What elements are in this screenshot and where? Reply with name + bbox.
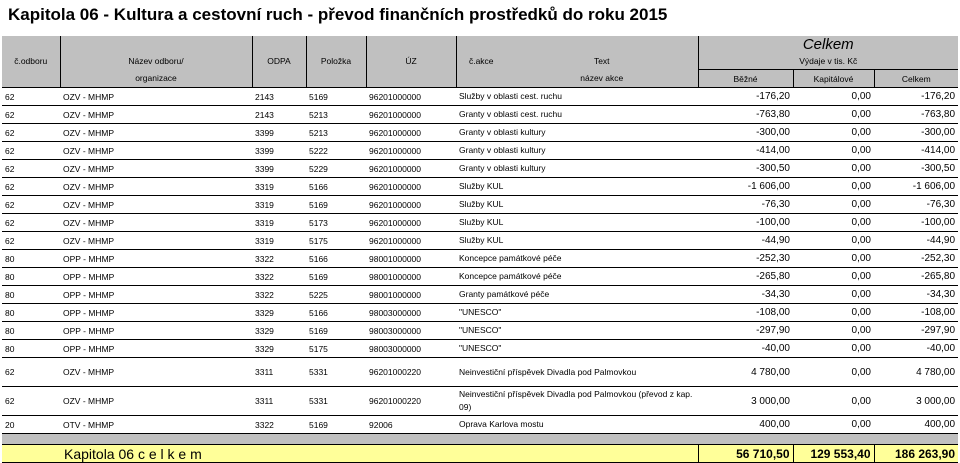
cell-polozka: 5166 [306,304,366,322]
cell-polozka: 5213 [306,124,366,142]
cell-bezne: -100,00 [698,214,793,232]
header-row-2 [2,53,958,70]
cell-odbor: 62 [2,196,60,214]
total-bezne: 56 710,50 [698,445,793,463]
header-polozka: Položka [306,53,366,70]
cell-polozka: 5173 [306,214,366,232]
cell-kapitalove: 0,00 [793,178,874,196]
cell-bezne: -34,30 [698,286,793,304]
cell-bezne: -108,00 [698,304,793,322]
cell-kapitalove: 0,00 [793,232,874,250]
cell-nazev: OPP - MHMP [60,322,252,340]
cell-nazev: OPP - MHMP [60,250,252,268]
cell-kapitalove: 0,00 [793,322,874,340]
header-akce: č.akce [456,53,506,70]
cell-polozka: 5175 [306,340,366,358]
cell-kapitalove: 0,00 [793,196,874,214]
cell-odpa: 3319 [252,178,306,196]
cell-odpa: 3322 [252,250,306,268]
header-uz: ÚZ [366,53,456,70]
cell-kapitalove: 0,00 [793,160,874,178]
header-vydaje: Výdaje v tis. Kč [698,53,958,70]
cell-uz: 98001000000 [366,250,456,268]
cell-text: Granty v oblasti kultury [456,142,698,160]
cell-odpa: 3319 [252,232,306,250]
cell-celkem: -300,00 [874,124,958,142]
budget-table [2,36,958,463]
cell-text: Oprava Karlova mostu [456,416,698,434]
cell-kapitalove: 0,00 [793,340,874,358]
cell-bezne: 400,00 [698,416,793,434]
header-row-3 [2,70,958,88]
cell-odpa: 3399 [252,142,306,160]
cell-odpa: 3329 [252,340,306,358]
cell-polozka: 5169 [306,322,366,340]
cell-celkem: -40,00 [874,340,958,358]
cell-uz: 96201000000 [366,232,456,250]
cell-kapitalove: 0,00 [793,250,874,268]
cell-bezne: -265,80 [698,268,793,286]
cell-polozka: 5331 [306,358,366,387]
cell-polozka: 5169 [306,196,366,214]
cell-polozka: 5166 [306,178,366,196]
cell-uz: 98003000000 [366,340,456,358]
cell-text: Granty v oblasti kultury [456,124,698,142]
cell-polozka: 5169 [306,88,366,106]
table-row [2,340,958,358]
cell-uz: 96201000000 [366,124,456,142]
table-row [2,322,958,340]
cell-celkem: -1 606,00 [874,178,958,196]
cell-celkem: -44,90 [874,232,958,250]
cell-nazev: OZV - MHMP [60,160,252,178]
header-odpa: ODPA [252,53,306,70]
cell-celkem: -414,00 [874,142,958,160]
cell-odpa: 2143 [252,88,306,106]
cell-text: Služby KUL [456,214,698,232]
cell-celkem: -34,30 [874,286,958,304]
cell-text: Koncepce památkové péče [456,250,698,268]
cell-uz: 98003000000 [366,304,456,322]
cell-bezne: -297,90 [698,322,793,340]
cell-uz: 96201000000 [366,160,456,178]
total-row [2,445,958,463]
cell-text: Neinvestiční příspěvek Divadla pod Palmovkou [456,358,698,387]
table-row [2,358,958,387]
cell-uz: 96201000000 [366,196,456,214]
cell-odbor: 80 [2,304,60,322]
cell-nazev: OPP - MHMP [60,286,252,304]
cell-nazev: OZV - MHMP [60,196,252,214]
cell-nazev: OZV - MHMP [60,124,252,142]
cell-kapitalove: 0,00 [793,124,874,142]
cell-bezne: 4 780,00 [698,358,793,387]
cell-polozka: 5166 [306,250,366,268]
cell-bezne: -1 606,00 [698,178,793,196]
cell-odpa: 3399 [252,160,306,178]
header-nazev-akce: název akce [506,70,698,88]
cell-nazev: OZV - MHMP [60,178,252,196]
cell-odbor: 62 [2,106,60,124]
cell-celkem: 4 780,00 [874,358,958,387]
cell-odbor: 62 [2,142,60,160]
cell-odbor: 80 [2,268,60,286]
header-organizace: organizace [60,70,252,88]
page-title: Kapitola 06 - Kultura a cestovní ruch - převod finančních prostředků do roku 2015 [8,5,668,24]
cell-celkem: -265,80 [874,268,958,286]
cell-odbor: 62 [2,358,60,387]
cell-text: Služby v oblasti cest. ruchu [456,88,698,106]
cell-uz: 96201000000 [366,178,456,196]
cell-bezne: -176,20 [698,88,793,106]
cell-bezne: -300,00 [698,124,793,142]
cell-nazev: OZV - MHMP [60,106,252,124]
cell-text: Služby KUL [456,232,698,250]
separator-row [2,434,958,445]
cell-celkem: 400,00 [874,416,958,434]
total-celkem: 186 263,90 [874,445,958,463]
cell-bezne: -40,00 [698,340,793,358]
cell-celkem: -100,00 [874,214,958,232]
cell-odbor: 62 [2,88,60,106]
total-kapitalove: 129 553,40 [793,445,874,463]
cell-uz: 96201000000 [366,106,456,124]
cell-bezne: 3 000,00 [698,387,793,416]
cell-nazev: OZV - MHMP [60,232,252,250]
cell-uz: 96201000220 [366,358,456,387]
table-row [2,196,958,214]
table-row [2,304,958,322]
cell-odpa: 3399 [252,124,306,142]
cell-celkem: -176,20 [874,88,958,106]
cell-kapitalove: 0,00 [793,286,874,304]
total-label: Kapitola 06 c e l k e m [2,445,698,463]
cell-celkem: -108,00 [874,304,958,322]
table-row [2,250,958,268]
cell-polozka: 5169 [306,416,366,434]
table-row [2,106,958,124]
cell-bezne: -763,80 [698,106,793,124]
cell-odbor: 80 [2,340,60,358]
cell-celkem: 3 000,00 [874,387,958,416]
cell-polozka: 5213 [306,106,366,124]
cell-odbor: 62 [2,160,60,178]
cell-celkem: -763,80 [874,106,958,124]
cell-polozka: 5175 [306,232,366,250]
cell-text: Granty v oblasti kultury [456,160,698,178]
cell-odpa: 3311 [252,387,306,416]
cell-uz: 98001000000 [366,286,456,304]
cell-kapitalove: 0,00 [793,106,874,124]
cell-text: "UNESCO" [456,322,698,340]
table-row [2,416,958,434]
cell-bezne: -252,30 [698,250,793,268]
cell-odpa: 2143 [252,106,306,124]
header-celkem-col: Celkem [874,70,958,88]
cell-nazev: OTV - MHMP [60,416,252,434]
table-row [2,268,958,286]
cell-uz: 96201000000 [366,88,456,106]
table-row [2,178,958,196]
cell-uz: 96201000220 [366,387,456,416]
cell-bezne: -76,30 [698,196,793,214]
cell-odbor: 80 [2,250,60,268]
header-celkem: Celkem [698,36,958,53]
cell-odpa: 3329 [252,322,306,340]
header-odbor: č.odboru [2,53,60,70]
header-text: Text [506,53,698,70]
cell-odpa: 3322 [252,268,306,286]
table-row [2,232,958,250]
table-row [2,214,958,232]
header-bezne: Běžné [698,70,793,88]
cell-odpa: 3329 [252,304,306,322]
cell-text: Neinvestiční příspěvek Divadla pod Palmovkou (převod z kap. 09) [456,387,698,416]
cell-kapitalove: 0,00 [793,416,874,434]
table-body [2,88,958,434]
cell-text: Služby KUL [456,178,698,196]
cell-odbor: 80 [2,286,60,304]
table-row [2,88,958,106]
cell-uz: 98003000000 [366,322,456,340]
cell-kapitalove: 0,00 [793,268,874,286]
cell-uz: 96201000000 [366,214,456,232]
cell-kapitalove: 0,00 [793,387,874,416]
cell-text: "UNESCO" [456,340,698,358]
cell-odbor: 62 [2,214,60,232]
cell-odbor: 62 [2,232,60,250]
cell-odbor: 20 [2,416,60,434]
cell-polozka: 5222 [306,142,366,160]
cell-polozka: 5169 [306,268,366,286]
cell-kapitalove: 0,00 [793,304,874,322]
header-row-1 [2,36,958,53]
table-row [2,142,958,160]
header-nazev: Název odboru/ [60,53,252,70]
cell-text: Koncepce památkové péče [456,268,698,286]
cell-celkem: -297,90 [874,322,958,340]
cell-text: Granty památkové péče [456,286,698,304]
cell-bezne: -44,90 [698,232,793,250]
cell-odbor: 62 [2,387,60,416]
cell-polozka: 5229 [306,160,366,178]
cell-kapitalove: 0,00 [793,88,874,106]
cell-kapitalove: 0,00 [793,214,874,232]
cell-uz: 92006 [366,416,456,434]
cell-bezne: -300,50 [698,160,793,178]
cell-polozka: 5225 [306,286,366,304]
cell-odpa: 3311 [252,358,306,387]
cell-uz: 96201000000 [366,142,456,160]
cell-nazev: OZV - MHMP [60,88,252,106]
cell-polozka: 5331 [306,387,366,416]
cell-celkem: -252,30 [874,250,958,268]
cell-celkem: -76,30 [874,196,958,214]
cell-text: Granty v oblasti cest. ruchu [456,106,698,124]
cell-odbor: 80 [2,322,60,340]
cell-celkem: -300,50 [874,160,958,178]
table-row [2,387,958,416]
cell-nazev: OZV - MHMP [60,387,252,416]
cell-text: Služby KUL [456,196,698,214]
cell-bezne: -414,00 [698,142,793,160]
cell-nazev: OPP - MHMP [60,340,252,358]
cell-text: "UNESCO" [456,304,698,322]
cell-odbor: 62 [2,178,60,196]
cell-odpa: 3322 [252,416,306,434]
cell-nazev: OZV - MHMP [60,358,252,387]
table-row [2,124,958,142]
cell-odbor: 62 [2,124,60,142]
table-row [2,286,958,304]
cell-uz: 98001000000 [366,268,456,286]
cell-nazev: OPP - MHMP [60,268,252,286]
cell-odpa: 3319 [252,214,306,232]
cell-nazev: OZV - MHMP [60,214,252,232]
cell-nazev: OPP - MHMP [60,304,252,322]
cell-nazev: OZV - MHMP [60,142,252,160]
cell-kapitalove: 0,00 [793,142,874,160]
cell-odpa: 3319 [252,196,306,214]
table-row [2,160,958,178]
header-kapitalove: Kapitálové [793,70,874,88]
cell-odpa: 3322 [252,286,306,304]
cell-kapitalove: 0,00 [793,358,874,387]
